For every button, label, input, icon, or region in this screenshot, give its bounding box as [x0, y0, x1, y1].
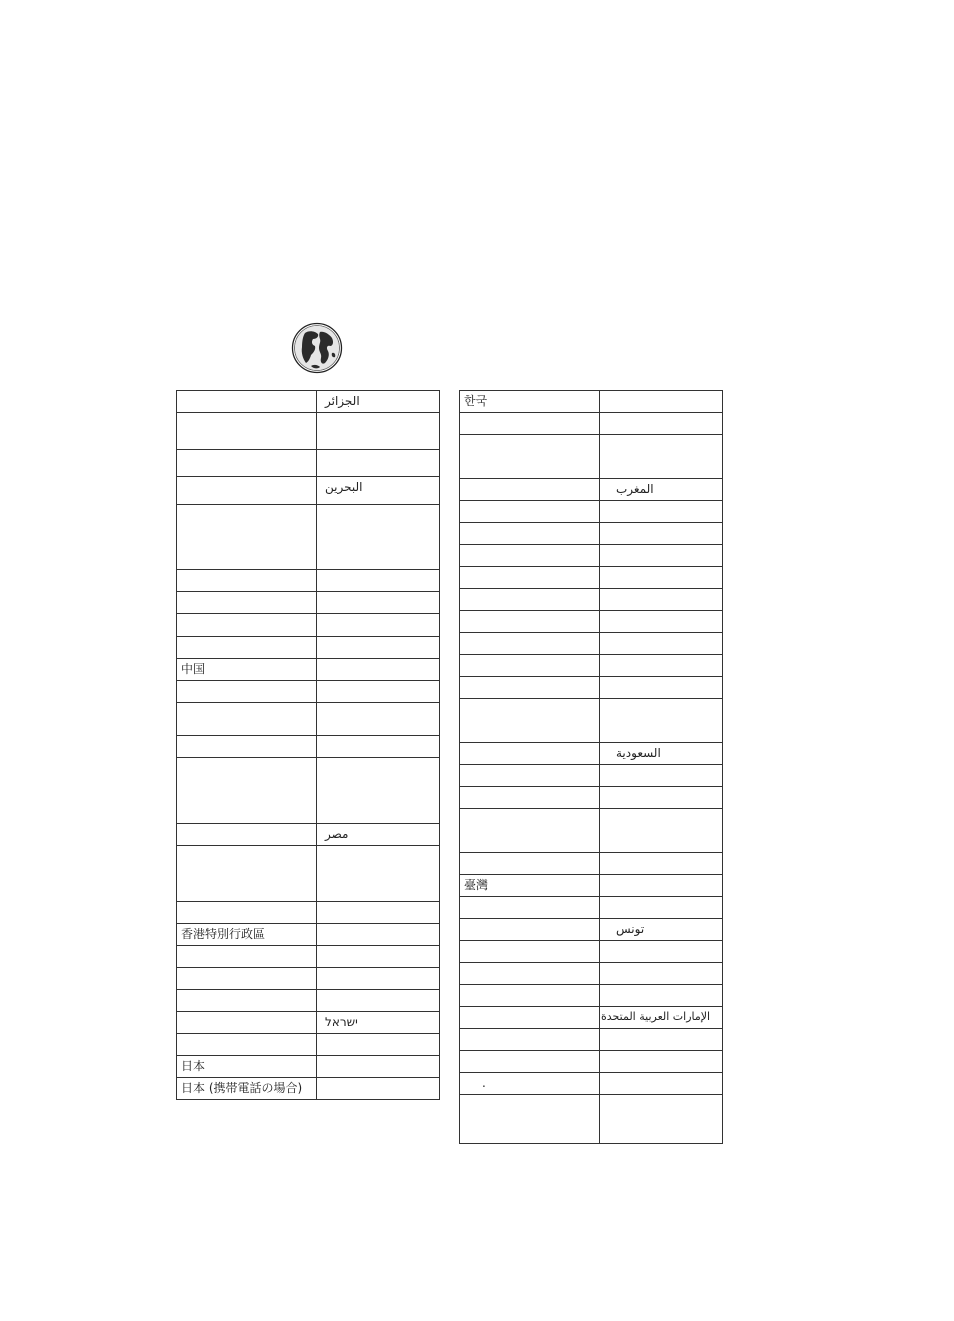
table-row	[460, 633, 723, 655]
table-row	[460, 1095, 723, 1144]
table-row	[177, 902, 440, 924]
table-cell	[600, 545, 723, 567]
table-cell	[460, 501, 600, 523]
table-cell	[317, 450, 440, 477]
table-row	[460, 809, 723, 853]
table-cell: 日本	[177, 1056, 317, 1078]
table-row	[460, 413, 723, 435]
table-row	[177, 659, 440, 681]
table-cell	[600, 1095, 723, 1144]
table-cell	[317, 570, 440, 592]
table-cell	[317, 592, 440, 614]
table-cell	[177, 824, 317, 846]
table-cell	[317, 659, 440, 681]
table-cell	[600, 677, 723, 699]
table-row	[460, 941, 723, 963]
table-cell	[177, 736, 317, 758]
table-row	[460, 677, 723, 699]
table-cell	[600, 941, 723, 963]
country-table-left	[176, 390, 440, 1100]
country-name: الجزائر	[325, 394, 360, 408]
table-cell	[177, 902, 317, 924]
table-row	[177, 592, 440, 614]
table-cell	[600, 611, 723, 633]
table-cell	[600, 963, 723, 985]
table-cell	[460, 809, 600, 853]
table-row	[460, 501, 723, 523]
table-cell	[460, 589, 600, 611]
table-cell	[460, 1007, 600, 1029]
table-cell	[177, 990, 317, 1012]
table-cell	[600, 501, 723, 523]
table-row	[460, 1073, 723, 1095]
country-name: البحرين	[325, 480, 363, 494]
table-cell	[460, 985, 600, 1007]
table-row	[177, 450, 440, 477]
table-cell	[600, 1007, 723, 1029]
table-row	[460, 875, 723, 897]
table-row	[177, 391, 440, 413]
table-cell	[317, 924, 440, 946]
table-row	[460, 1029, 723, 1051]
table-cell	[600, 655, 723, 677]
table-row	[460, 523, 723, 545]
table-row	[177, 1034, 440, 1056]
table-cell	[460, 853, 600, 875]
table-cell	[177, 570, 317, 592]
table-cell	[600, 523, 723, 545]
table-row	[177, 681, 440, 703]
table-cell	[460, 611, 600, 633]
country-name: تونس	[616, 922, 645, 936]
table-cell	[317, 637, 440, 659]
table-cell	[600, 699, 723, 743]
table-cell	[460, 787, 600, 809]
table-row	[177, 946, 440, 968]
table-cell	[317, 477, 440, 505]
table-cell	[317, 902, 440, 924]
table-cell	[600, 809, 723, 853]
table-cell	[177, 450, 317, 477]
table-row	[177, 413, 440, 450]
country-table-right	[459, 390, 723, 1144]
table-cell: 臺灣	[460, 875, 600, 897]
table-row	[460, 545, 723, 567]
table-cell	[460, 545, 600, 567]
table-cell	[460, 413, 600, 435]
table-cell	[177, 477, 317, 505]
table-cell	[600, 897, 723, 919]
table-cell	[177, 1034, 317, 1056]
table-row	[177, 924, 440, 946]
table-cell	[317, 1078, 440, 1100]
table-cell	[460, 963, 600, 985]
table-cell	[317, 758, 440, 824]
table-row	[460, 1051, 723, 1073]
table-cell	[177, 681, 317, 703]
table-cell	[460, 479, 600, 501]
table-cell	[600, 787, 723, 809]
table-cell	[460, 743, 600, 765]
table-cell	[317, 990, 440, 1012]
table-cell	[460, 677, 600, 699]
table-cell	[600, 413, 723, 435]
table-cell	[600, 567, 723, 589]
table-cell	[177, 592, 317, 614]
table-cell	[600, 633, 723, 655]
table-cell	[317, 824, 440, 846]
table-cell	[460, 699, 600, 743]
table-cell	[460, 655, 600, 677]
country-name: المغرب	[616, 482, 654, 496]
table-cell	[600, 589, 723, 611]
table-row	[177, 968, 440, 990]
table-row	[460, 567, 723, 589]
table-row	[177, 703, 440, 736]
table-cell	[460, 1029, 600, 1051]
table-cell	[600, 853, 723, 875]
table-cell	[177, 413, 317, 450]
table-cell	[317, 1012, 440, 1034]
table-cell: 香港特別行政區	[177, 924, 317, 946]
table-cell: 한국	[460, 391, 600, 413]
table-cell	[177, 968, 317, 990]
table-row	[460, 985, 723, 1007]
table-cell	[600, 391, 723, 413]
table-cell	[460, 567, 600, 589]
table-row	[460, 743, 723, 765]
table-cell: .	[460, 1073, 600, 1095]
table-row	[177, 736, 440, 758]
table-row	[460, 787, 723, 809]
table-cell: 中国	[177, 659, 317, 681]
country-name: الإمارات العربية المتحدة	[601, 1010, 711, 1023]
table-cell	[317, 703, 440, 736]
table-cell	[600, 743, 723, 765]
table-cell	[600, 1073, 723, 1095]
table-cell	[600, 919, 723, 941]
table-row	[177, 505, 440, 570]
table-cell	[177, 846, 317, 902]
table-row	[460, 897, 723, 919]
table-cell	[460, 523, 600, 545]
table-cell	[317, 681, 440, 703]
table-cell	[600, 765, 723, 787]
table-cell	[177, 637, 317, 659]
table-row	[460, 391, 723, 413]
table-row	[177, 477, 440, 505]
table-cell	[460, 919, 600, 941]
table-cell	[460, 941, 600, 963]
table-cell	[460, 633, 600, 655]
table-cell	[600, 435, 723, 479]
table-row	[177, 1078, 440, 1100]
table-row	[177, 637, 440, 659]
table-row	[177, 758, 440, 824]
globe-icon	[291, 322, 343, 374]
table-row	[460, 853, 723, 875]
table-row	[460, 963, 723, 985]
table-row	[177, 570, 440, 592]
table-cell	[460, 765, 600, 787]
table-row	[460, 919, 723, 941]
table-cell	[177, 758, 317, 824]
table-row	[177, 1012, 440, 1034]
table-cell	[317, 505, 440, 570]
table-row	[460, 589, 723, 611]
table-cell	[177, 505, 317, 570]
table-row	[460, 1007, 723, 1029]
table-row	[177, 1056, 440, 1078]
table-cell	[317, 736, 440, 758]
table-cell	[177, 946, 317, 968]
table-cell: 日本 (携帯電話の場合)	[177, 1078, 317, 1100]
table-cell	[317, 968, 440, 990]
table-row	[460, 765, 723, 787]
table-cell	[177, 391, 317, 413]
table-row	[177, 990, 440, 1012]
table-row	[460, 479, 723, 501]
table-row	[177, 824, 440, 846]
table-row	[460, 435, 723, 479]
table-row	[177, 614, 440, 637]
table-cell	[600, 1051, 723, 1073]
table-cell	[317, 1056, 440, 1078]
table-cell	[460, 897, 600, 919]
country-name: مصر	[325, 827, 349, 841]
table-cell	[600, 1029, 723, 1051]
table-cell	[317, 846, 440, 902]
table-cell	[317, 413, 440, 450]
table-cell	[600, 479, 723, 501]
table-cell	[460, 1051, 600, 1073]
table-cell	[600, 985, 723, 1007]
table-cell	[460, 1095, 600, 1144]
table-row	[460, 611, 723, 633]
table-cell	[460, 435, 600, 479]
table-row	[460, 655, 723, 677]
country-name: ישראל	[325, 1015, 358, 1029]
table-cell	[177, 1012, 317, 1034]
country-name: السعودية	[616, 746, 661, 760]
table-cell	[600, 875, 723, 897]
table-cell	[317, 946, 440, 968]
table-cell	[317, 614, 440, 637]
table-cell	[177, 614, 317, 637]
table-row	[177, 846, 440, 902]
table-cell	[177, 703, 317, 736]
table-row	[460, 699, 723, 743]
table-cell	[317, 391, 440, 413]
table-cell	[317, 1034, 440, 1056]
